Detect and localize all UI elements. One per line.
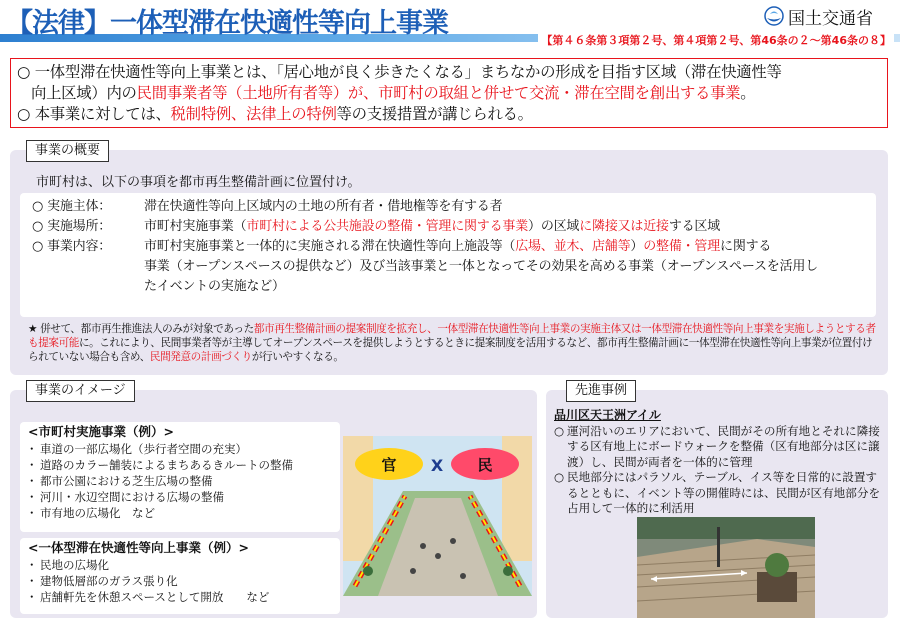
summary-line-2 [17,83,881,104]
summary-text: 。 [740,84,756,102]
advanced-case-title: 品川区天王洲アイル [554,408,661,422]
advanced-case-body [554,408,884,517]
overview-lead: 市町村は、以下の事項を都市再生整備計画に位置付け。 [36,175,361,190]
private-examples-title: <一体型滞在快適性等向上事業（例）> [28,540,249,555]
cross-mark: X [430,456,444,475]
ministry-logo [764,4,873,28]
item-text: 滞在快適性等向上区域内の土地の所有者・借地権等を有する者 [144,199,503,214]
article-reference: 【第４６条第３項第２号、第４項第２号、第46条の２～第46条の８】 [538,34,894,47]
list-item: ・ 市有地の広場化 など [28,505,332,521]
list-item: ・ 建物低層部のガラス張り化 [28,573,332,589]
item-label: ○ 実施場所： [32,219,112,234]
item-text: 市町村実施事業（市町村による公共施設の整備・管理に関する事業）の区域に隣接又は近接する区域 [144,219,721,234]
list-item: ・ 河川・水辺空間における広場の整備 [28,489,332,505]
overview-item-location [32,217,866,237]
item-label: ○ 実施主体： [32,199,112,214]
advanced-case-tab-label: 先進事例 [566,380,636,402]
summary-text: 向上区域）内の [31,84,137,102]
ministry-name: 国土交通省 [788,8,873,29]
list-item: ・ 都市公園における芝生広場の整備 [28,473,332,489]
summary-box [10,58,888,128]
summary-line-3 [17,104,881,125]
street-plaza-illustration [343,436,532,596]
summary-text: ○ 一体型滞在快適性等向上事業とは、「居心地が良く歩きたくなる」まちなかの形成を目指す区域（滞在快適性等 [17,63,782,81]
summary-text: ○ 本事業に対しては、 [17,105,171,123]
boardwalk-photo [637,517,815,618]
ministry-emblem-icon [764,6,784,26]
private-sector-label: 民 [477,456,493,474]
public-sector-label: 官 [381,456,397,474]
image-tab-label: 事業のイメージ [26,380,135,402]
list-item: ・ 道路のカラー舗装によるまちあるきルートの整備 [28,457,332,473]
overview-items [20,193,876,317]
overview-item-implementer [32,197,866,217]
municipal-examples [20,422,340,532]
item-label: ○ 事業内容： [32,239,112,254]
item-text: 市町村実施事業と一体的に実施される滞在快適性等向上施設等（広場、並木、店舗等）の整備・管理に関する [144,239,772,254]
list-item: ○ 民地部分にはパラソル、テーブル、イス等を日常的に設置するとともに、イベント等の開催時には、民間が区有地部分を占用して一体的に利活用 [554,470,884,517]
municipal-examples-title: <市町村実施事業（例）> [28,424,174,439]
overview-item-content [32,237,866,257]
list-item: ・ 民地の広場化 [28,557,332,573]
page-title: 【法律】一体型滞在快適性等向上事業 [6,8,448,39]
overview-note: ★ 併せて、都市再生推進法人のみが対象であった都市再生整備計画の提案制度を拡充し、一体型滞在快適性等向上事業の実施主体又は一体型滞在快適性等向上事業を実施しようとする者も提案可能に。これにより、民間事業者等が主導してオープンスペースを提供しようとするときに提案制度を活用するなど、都市再生整備計画に一体型滞在快適性等向上事業が位置付けられていない場合も含め、民間発意の計画づくりが行いやすくなる。 [28,323,876,363]
list-item: ○ 運河沿いのエリアにおいて、民間がその所有地とそれに隣接する区有地上にボードウォークを整備（区有地部分は区に譲渡）し、民間が両者を一体的に管理 [554,424,884,471]
overview-item-content-cont: 事業（オープンスペースの提供など）及び当該事業と一体となってその効果を高める事業（オープンスペースを活用し [144,259,818,274]
overview-item-content-cont: たイベントの実施など） [144,279,285,294]
summary-highlight: 民間事業者等（土地所有者等）が、市町村の取組と併せて交流・滞在空間を創出する事業 [136,84,741,102]
list-item: ・ 店舗軒先を休憩スペースとして開放 など [28,589,332,605]
summary-highlight: 税制特例、法律上の特例 [170,105,337,123]
summary-text: 等の支援措置が講じられる。 [336,105,533,123]
private-examples [20,538,340,614]
list-item: ・ 車道の一部広場化（歩行者空間の充実） [28,441,332,457]
overview-tab-label: 事業の概要 [26,140,109,162]
summary-line-1 [17,62,881,83]
